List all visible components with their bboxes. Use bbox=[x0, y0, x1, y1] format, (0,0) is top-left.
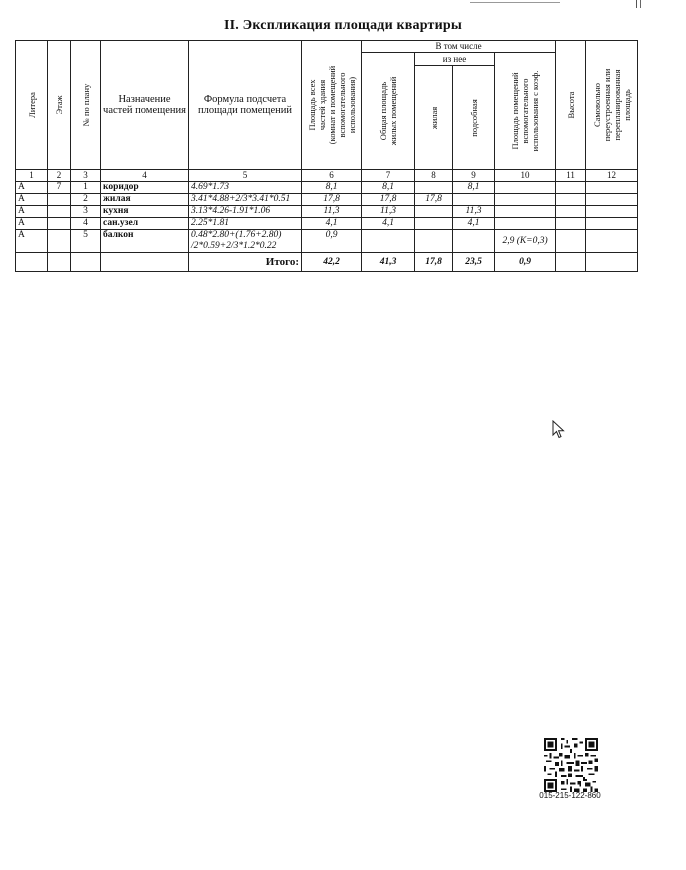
cell-living bbox=[415, 182, 453, 194]
cell-formula: 2.25*1.81 bbox=[189, 218, 302, 230]
cell-floor bbox=[48, 206, 71, 218]
col-num: 12 bbox=[586, 170, 638, 182]
cell-no: 5 bbox=[71, 230, 101, 253]
cell-name: балкон bbox=[101, 230, 189, 253]
cell-formula: 3.41*4.88+2/3*3.41*0.51 bbox=[189, 194, 302, 206]
empty-cell bbox=[101, 253, 189, 272]
col-num: 11 bbox=[556, 170, 586, 182]
cell-no: 4 bbox=[71, 218, 101, 230]
cell-living bbox=[415, 230, 453, 253]
cell-area: 17,8 bbox=[302, 194, 362, 206]
right-border-fragment bbox=[636, 0, 637, 8]
table-row bbox=[16, 194, 638, 206]
table-row bbox=[16, 182, 638, 194]
cell-floor bbox=[48, 230, 71, 253]
header-of-which: из нее bbox=[415, 53, 495, 66]
header-height: Высота bbox=[556, 41, 586, 170]
mouse-pointer-icon bbox=[552, 420, 566, 440]
cell-living bbox=[415, 218, 453, 230]
totals-label: Итого: bbox=[189, 253, 302, 272]
empty-cell bbox=[586, 253, 638, 272]
totals-row bbox=[16, 253, 638, 272]
cell-coef bbox=[495, 182, 556, 194]
cell-coef bbox=[495, 206, 556, 218]
cell-area: 4,1 bbox=[302, 218, 362, 230]
cell-floor: 7 bbox=[48, 182, 71, 194]
cell-formula: 3.13*4.26-1.91*1.06 bbox=[189, 206, 302, 218]
formula-line-1: 0.48*2.80+(1.76+2.80) bbox=[191, 230, 282, 240]
col-num: 8 bbox=[415, 170, 453, 182]
cell-aux bbox=[453, 194, 495, 206]
cell-no: 1 bbox=[71, 182, 101, 194]
cell-self bbox=[586, 206, 638, 218]
cell-self bbox=[586, 218, 638, 230]
table-row bbox=[16, 230, 638, 253]
cell-height bbox=[556, 206, 586, 218]
cell-formula bbox=[189, 230, 302, 253]
cell-height bbox=[556, 182, 586, 194]
cell-total: 11,3 bbox=[362, 206, 415, 218]
cell-name: кухня bbox=[101, 206, 189, 218]
empty-cell bbox=[71, 253, 101, 272]
cell-height bbox=[556, 194, 586, 206]
header-auxiliary: подсобная bbox=[453, 66, 495, 170]
table-row bbox=[16, 206, 638, 218]
col-num: 5 bbox=[189, 170, 302, 182]
header-living: жилая bbox=[415, 66, 453, 170]
total-coef: 0,9 bbox=[495, 253, 556, 272]
header-floor: Этаж bbox=[48, 41, 71, 170]
qr-code-icon bbox=[544, 738, 598, 792]
header-plan-no: № по плану bbox=[71, 41, 101, 170]
cell-area: 0,9 bbox=[302, 230, 362, 253]
header-litera: Литера bbox=[16, 41, 48, 170]
cell-coef: 2,9 (К=0,3) bbox=[495, 230, 556, 253]
col-num: 9 bbox=[453, 170, 495, 182]
col-num: 2 bbox=[48, 170, 71, 182]
header-purpose: Назначение частей помещения bbox=[101, 41, 189, 170]
cell-aux: 4,1 bbox=[453, 218, 495, 230]
cell-height bbox=[556, 230, 586, 253]
cell-total: 8,1 bbox=[362, 182, 415, 194]
col-num: 10 bbox=[495, 170, 556, 182]
cell-coef bbox=[495, 218, 556, 230]
cell-living: 17,8 bbox=[415, 194, 453, 206]
total-total: 41,3 bbox=[362, 253, 415, 272]
cell-floor bbox=[48, 218, 71, 230]
table-row bbox=[16, 218, 638, 230]
cell-area: 8,1 bbox=[302, 182, 362, 194]
qr-code-number: 015-215-122-860 bbox=[539, 791, 601, 800]
cell-height bbox=[556, 218, 586, 230]
header-self-rebuilt: Самовольно переустроенная или перепланированная площадь bbox=[586, 41, 638, 170]
cell-name: коридор bbox=[101, 182, 189, 194]
header-incl: В том числе bbox=[362, 41, 556, 53]
cell-living bbox=[415, 206, 453, 218]
cell-total: 4,1 bbox=[362, 218, 415, 230]
total-area: 42,2 bbox=[302, 253, 362, 272]
cell-name: жилая bbox=[101, 194, 189, 206]
total-living: 17,8 bbox=[415, 253, 453, 272]
cell-floor bbox=[48, 194, 71, 206]
header-area-all: Площадь всех частей здания (комнат и помещений вспомогательного использования) bbox=[302, 41, 362, 170]
cell-coef bbox=[495, 194, 556, 206]
col-num: 7 bbox=[362, 170, 415, 182]
col-num: 3 bbox=[71, 170, 101, 182]
cell-litera: А bbox=[16, 194, 48, 206]
header-aux-coef: Площадь помещений вспомогательного использования с коэф. bbox=[495, 53, 556, 170]
header-formula: Формула подсчета площади помещений bbox=[189, 41, 302, 170]
cell-self bbox=[586, 230, 638, 253]
previous-page-edge bbox=[0, 0, 641, 8]
cell-total bbox=[362, 230, 415, 253]
cell-aux: 8,1 bbox=[453, 182, 495, 194]
cell-no: 3 bbox=[71, 206, 101, 218]
header-total-living: Общая площадь жилых помещений bbox=[362, 53, 415, 170]
col-num: 1 bbox=[16, 170, 48, 182]
cell-total: 17,8 bbox=[362, 194, 415, 206]
explication-table bbox=[15, 40, 638, 272]
empty-cell bbox=[48, 253, 71, 272]
formula-line-2: /2*0.59+2/3*1.2*0.22 bbox=[191, 241, 277, 251]
cell-name: сан.узел bbox=[101, 218, 189, 230]
cell-litera: А bbox=[16, 182, 48, 194]
empty-cell bbox=[556, 253, 586, 272]
cell-formula: 4.69*1.73 bbox=[189, 182, 302, 194]
cell-area: 11,3 bbox=[302, 206, 362, 218]
cell-aux: 11,3 bbox=[453, 206, 495, 218]
cropped-line bbox=[470, 2, 560, 3]
cell-self bbox=[586, 194, 638, 206]
cell-litera: А bbox=[16, 206, 48, 218]
col-num: 4 bbox=[101, 170, 189, 182]
cell-no: 2 bbox=[71, 194, 101, 206]
cell-self bbox=[586, 182, 638, 194]
page-title: II. Экспликация площади квартиры bbox=[223, 18, 463, 33]
col-num: 6 bbox=[302, 170, 362, 182]
cell-litera: А bbox=[16, 218, 48, 230]
cell-aux bbox=[453, 230, 495, 253]
empty-cell bbox=[16, 253, 48, 272]
total-aux: 23,5 bbox=[453, 253, 495, 272]
cell-litera: А bbox=[16, 230, 48, 253]
